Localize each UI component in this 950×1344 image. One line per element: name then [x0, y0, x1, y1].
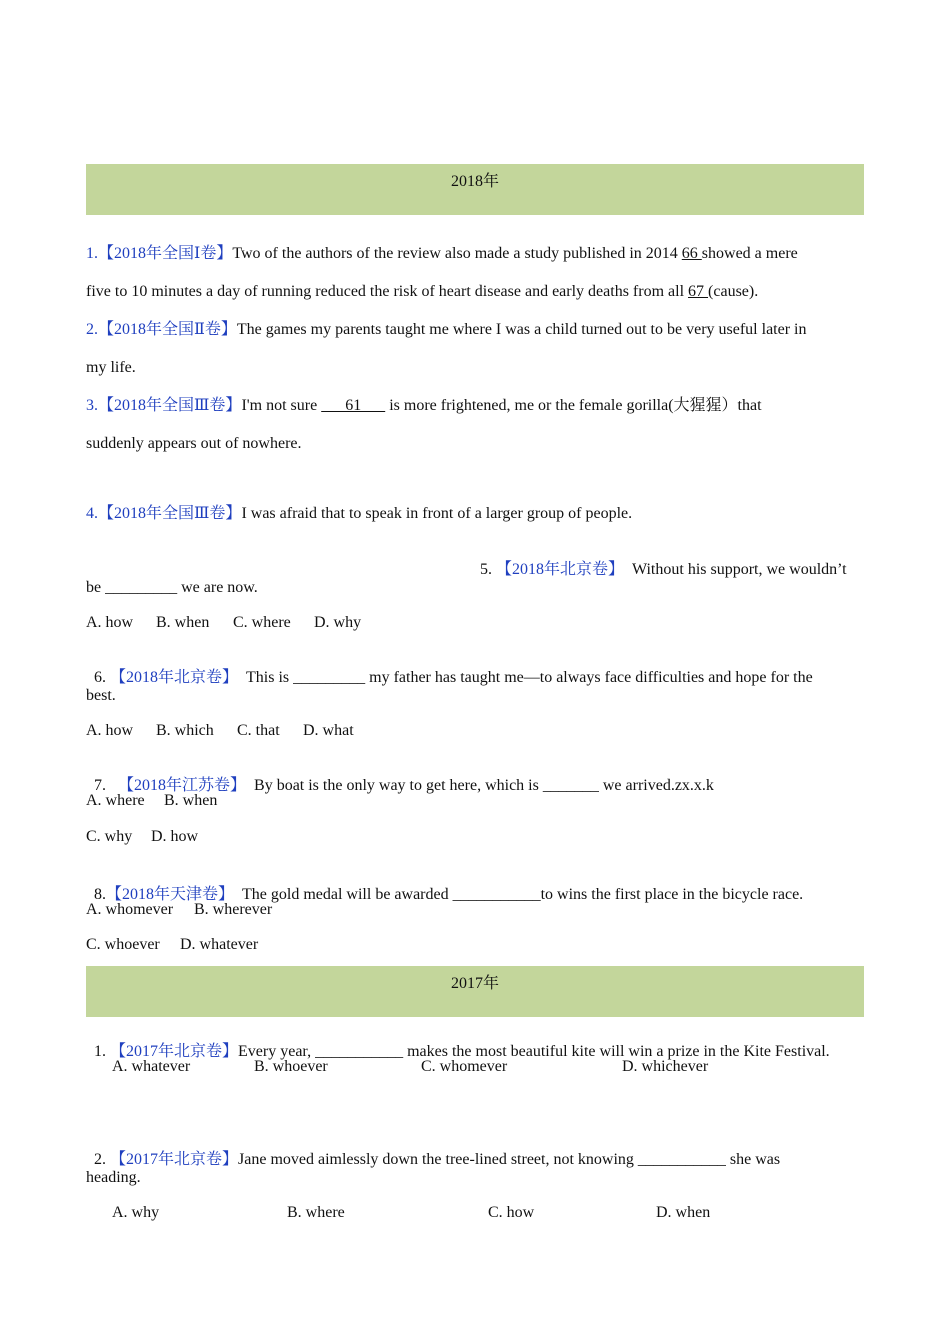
- question-source: 【2018年天津卷】: [106, 886, 235, 903]
- question-number: 5.: [480, 561, 496, 578]
- question-2017-2: [86, 1130, 780, 1170]
- question-text: best.: [86, 687, 116, 704]
- option-b: B. which: [156, 722, 214, 739]
- section-year-label: 2017年: [450, 975, 499, 992]
- question-2018-2: [86, 320, 806, 340]
- question-text: Without his support, we wouldn’t: [624, 561, 847, 578]
- option-a: A. whomever: [86, 901, 174, 918]
- question-text: The gold medal will be awarded ___________to wins the first place in the bicycle race.: [234, 886, 804, 903]
- question-source: 【2018年全国Ⅲ卷】: [98, 505, 242, 522]
- question-number: 6.: [94, 669, 110, 686]
- question-source: 【2018年全国Ⅰ卷】: [98, 245, 233, 262]
- question-text: be _________ we are now.: [86, 579, 258, 596]
- option-d: D. when: [656, 1204, 711, 1221]
- option-a: A. whatever: [112, 1058, 191, 1075]
- question-number: 2.: [86, 321, 98, 338]
- question-text: heading.: [86, 1169, 141, 1186]
- option-d: D. how: [151, 828, 199, 845]
- option-d: D. whatever: [180, 936, 259, 953]
- question-2018-4: [86, 504, 632, 524]
- option-c: C. why: [86, 828, 133, 845]
- question-2018-5: [472, 540, 847, 580]
- question-source: 【2018年全国Ⅲ卷】: [98, 397, 242, 414]
- section-header-2018: [86, 164, 864, 215]
- question-text: my life.: [86, 359, 136, 376]
- option-c: C. how: [488, 1204, 535, 1221]
- question-source: 【2018年全国Ⅱ卷】: [98, 321, 237, 338]
- question-number: 1.: [94, 1043, 110, 1060]
- question-2018-7: [86, 756, 714, 796]
- option-c: C. whomever: [421, 1058, 508, 1075]
- option-c: C. whoever: [86, 936, 160, 953]
- question-number: 2.: [94, 1151, 110, 1168]
- question-text: I was afraid that to speak in front of a larger group of people.: [241, 505, 633, 522]
- option-a: A. where: [86, 792, 145, 809]
- blank-66: 66: [681, 245, 702, 262]
- option-a: A. why: [112, 1204, 160, 1221]
- section-header-2017: [86, 966, 864, 1017]
- question-2018-5-cont: [86, 578, 258, 598]
- option-b: B. when: [156, 614, 210, 631]
- question-text: I'm not sure: [241, 397, 322, 414]
- section-year-label: 2018年: [450, 173, 499, 190]
- question-2018-8: [86, 865, 803, 905]
- question-source: 【2018年江苏卷】: [118, 777, 247, 794]
- question-number: 8.: [94, 886, 106, 903]
- blank-61: 61: [321, 397, 386, 414]
- option-b: B. when: [164, 792, 218, 809]
- option-d: D. whichever: [622, 1058, 709, 1075]
- question-2018-6: [86, 648, 813, 688]
- option-c: C. that: [237, 722, 280, 739]
- question-2018-1-cont: [86, 282, 758, 302]
- question-2018-3: [86, 396, 762, 416]
- question-text: The games my parents taught me where I was a child turned out to be very useful later in: [236, 321, 807, 338]
- option-b: B. where: [287, 1204, 345, 1221]
- option-b: B. whoever: [254, 1058, 328, 1075]
- question-number: 7.: [94, 777, 118, 794]
- question-text: five to 10 minutes a day of running reduced the risk of heart disease and early deaths from all: [86, 283, 689, 300]
- option-c: C. where: [233, 614, 291, 631]
- question-source: 【2017年北京卷】: [110, 1043, 239, 1060]
- option-d: D. why: [314, 614, 362, 631]
- question-source: 【2017年北京卷】: [110, 1151, 239, 1168]
- question-2018-2-cont: [86, 358, 136, 378]
- question-number: 3.: [86, 397, 98, 414]
- question-2018-1: [86, 244, 798, 264]
- question-source: 【2018年北京卷】: [110, 669, 239, 686]
- option-b: B. wherever: [194, 901, 273, 918]
- question-text: suddenly appears out of nowhere.: [86, 435, 302, 452]
- option-a: A. how: [86, 614, 134, 631]
- question-number: 4.: [86, 505, 98, 522]
- option-a: A. how: [86, 722, 134, 739]
- question-number: 1.: [86, 245, 98, 262]
- question-text: showed a mere: [701, 245, 798, 262]
- question-text: Every year, ___________ makes the most beautiful kite will win a prize in the Kite Festival.: [238, 1043, 830, 1060]
- question-text: By boat is the only way to get here, which is _______ we arrived.zx.x.k: [246, 777, 714, 794]
- question-text: (cause).: [708, 283, 759, 300]
- question-text: Two of the authors of the review also made a study published in 2014: [232, 245, 682, 262]
- question-2017-2-cont: [86, 1168, 141, 1188]
- option-d: D. what: [303, 722, 354, 739]
- question-2018-3-cont: [86, 434, 302, 454]
- question-2018-6-cont: [86, 686, 116, 706]
- question-source: 【2018年北京卷】: [496, 561, 625, 578]
- blank-67: 67: [688, 283, 709, 300]
- question-text: Jane moved aimlessly down the tree-lined street, not knowing ___________ she was: [238, 1151, 781, 1168]
- question-text: is more frightened, me or the female gorilla(大猩猩）that: [385, 397, 762, 414]
- question-2017-1: [86, 1022, 830, 1062]
- question-text: This is _________ my father has taught me—to always face difficulties and hope for the: [238, 669, 813, 686]
